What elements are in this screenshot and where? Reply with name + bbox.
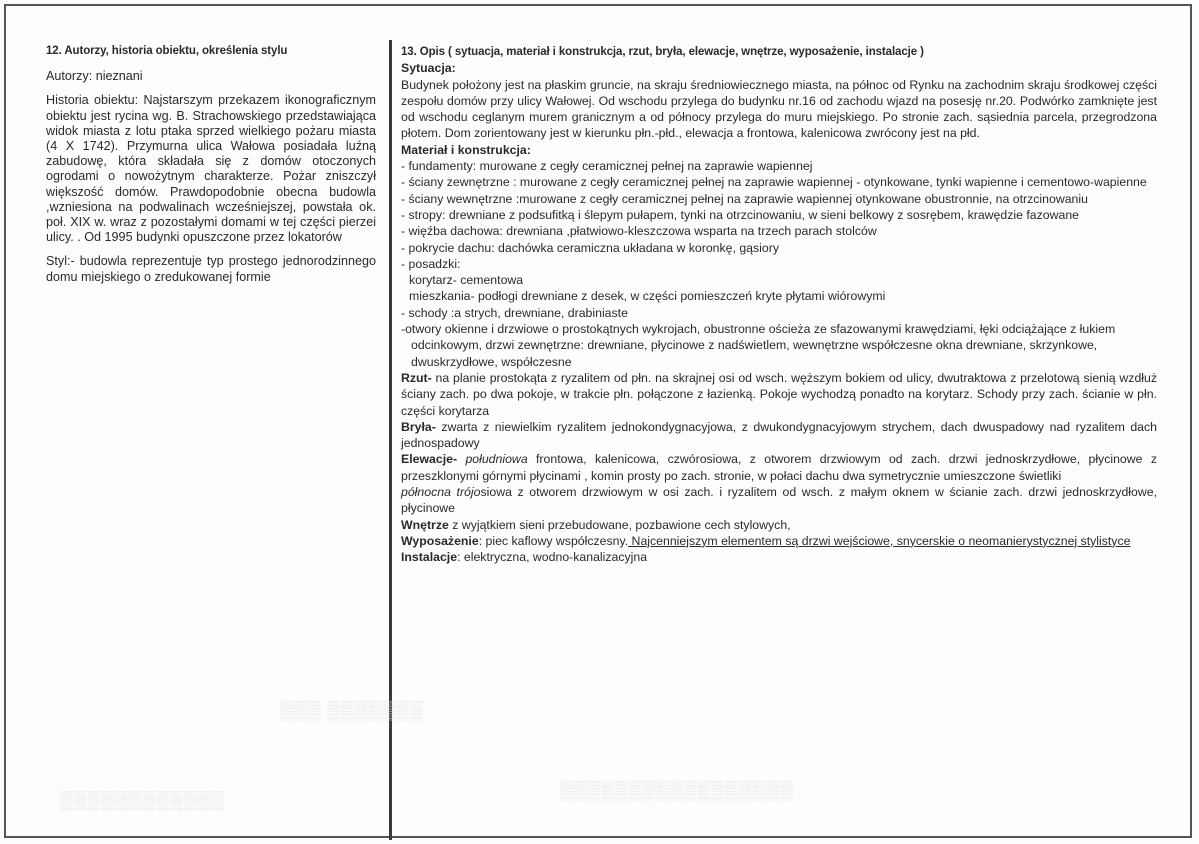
elevation-south-label: południowa [465, 452, 528, 467]
installations-paragraph [401, 549, 1157, 565]
elevation-north-label: północna trójo [401, 485, 481, 500]
left-column [46, 44, 376, 294]
section-12-heading: 12. Autorzy, historia obiektu, określenia stylu [46, 45, 288, 57]
right-column [401, 44, 1157, 566]
equipment-text: : piec kaflowy współczesny. [478, 533, 629, 548]
material-item: - fundamenty: murowane z cegły ceramicznej pełnej na zaprawie wapiennej [401, 159, 813, 174]
floor-item: mieszkania- podłogi drewniane z desek, w części pomieszczeń kryte płytami wiórowymi [409, 289, 886, 304]
history-text: Historia obiektu: Najstarszym przekazem ikonograficznym obiektu jest rycina wg. B. Strachowskiego przedstawiająca widok miasta z lotu ptaka sprzed wielkiego pożaru miasta (4 X 1742). Przymurna ulica Wałowa posiadała luźną zabudowę, która składała się z domów otoczonych ogrodami o nowożytnym charakterze. Pożar zniszczył większość domów. Prawdopodobnie obecna budowla ,wzniesiona na podwalinach wcześniejszej, powstała ok. poł. XIX w. wraz z pozostałymi domami w tej części pierzei ulicy. . Od 1995 budynki opuszczone przez lokatorów [46, 93, 376, 245]
interior-text: z wyjątkiem sieni przebudowane, pozbawione cech stylowych, [448, 517, 791, 532]
show-through-text: ▒▒▒ ▒▒▒▒▒▒▒ [280, 700, 424, 720]
equipment-paragraph [401, 533, 1157, 549]
style-text: Styl:- budowla reprezentuje typ prostego jednorodzinnego domu miejskiego o zredukowanej formie [46, 254, 376, 284]
mass-paragraph [401, 419, 1157, 452]
mass-text: zwarta z niewielkim ryzalitem jednokondygnacyjowa, z dwukondygnacyjowym strychem, dach dwuspadowy nad ryzalitem dach jednospadowy [401, 419, 1157, 451]
floor-item: korytarz- cementowa [409, 273, 524, 288]
elevation-north-text: siowa z otworem drzwiowym w osi zach. i ryzalitem od wsch. z małym oknem w ścianie zach. drzwi jednoskrzydłowe, płycinowe [401, 485, 1157, 516]
elevation-north-paragraph [401, 484, 1157, 517]
show-through-text: ▒▒▒▒▒▒▒▒▒▒▒▒ [60, 790, 226, 810]
material-item: - ściany wewnętrzne :murowane z cegły ceramicznej pełnej na zaprawie wapiennej otynkowane obustronnie, na otrzcinowaniu [401, 191, 1088, 206]
interior-label: Wnętrze [401, 517, 449, 532]
equipment-label: Wyposażenie [401, 533, 479, 548]
elevations-paragraph [401, 451, 1157, 484]
installations-label: Instalacje [401, 550, 458, 565]
material-item: -otwory okienne i drzwiowe o prostokątnych wykrojach, obustronne ościeża ze sfazowanymi krawędziami, łęki odciążające z łukiem odcinkowym, drzwi zewnętrzne: drewniane, płycinowe z nadświetlem, wewnętrzne współczesne okna drewniane, skrzynkowe, dwuskrzydłowe, współczesne [401, 322, 1116, 369]
installations-text: : elektryczna, wodno-kanalizacyjna [457, 550, 648, 565]
plan-label: Rzut- [401, 370, 432, 385]
material-item: - więźba dachowa: drewniana ,płatwiowo-kleszczowa wsparta na trzech parach stolców [401, 224, 877, 239]
equipment-highlight: Najcenniejszym elementem są drzwi wejściowe, snycerskie o neomanierystycznej stylistyce [628, 533, 1131, 548]
interior-paragraph [401, 517, 1157, 533]
situation-text: Budynek położony jest na płaskim gruncie, na skraju średniowiecznego miasta, na północ od Rynku na zachodnim skraju środkowej części zespołu domów przy ulicy Wałowej. Od wschodu przylega do budynku nr.16 od zachodu wjazd na posesję nr.20. Podwórko zamknięte jest od wschodu ceglanym murem granicznym a od północy przylega do muru miejskiego. Po stronie zach. sąsiednia parcela, przegrodzona płotem. Dom zorientowany jest w kierunku płn.-płd., elewacja a frontowa, kalenicowa zwrócony jest na płd. [401, 77, 1157, 141]
material-item: - stropy: drewniane z podsufitką i ślepym pułapem, tynki na otrzcinowaniu, w sieni belkowy z sosrębem, krawędzie fazowane [401, 207, 1080, 222]
show-through-text: ▒▒▒▒▒▒▒▒▒▒▒▒▒▒▒▒▒ [560, 780, 794, 800]
material-item: - posadzki: [401, 256, 461, 271]
section-13-heading: 13. Opis ( sytuacja, materiał i konstrukcja, rzut, bryła, elewacje, wnętrze, wyposażenie, instalacje ) [401, 46, 924, 58]
elevation-south-text: frontowa, kalenicowa, czwórosiowa, z otworem drzwiowym od zach. drzwi jednoskrzydłowe, płycinowe z przeszklonymi górnymi płycinami , komin prosty po zach. stronie, w połaci dachu dwa symetrycznie umieszczone świetliki [401, 452, 1157, 483]
plan-paragraph [401, 370, 1157, 419]
material-label: Materiał i konstrukcja: [401, 142, 531, 157]
material-item: - schody :a strych, drewniane, drabiniaste [401, 305, 628, 320]
situation-label: Sytuacja: [401, 61, 456, 76]
plan-text: na planie prostokąta z ryzalitem od płn. na skrajnej osi od wsch. węższym bokiem od ulicy, dwutraktowa z przelotową sienią wzdłuż ściany zach. po dwa pokoje, w trakcie płn. połączone z łazienką. Pokoje wychodzą ponadto na korytarz. Schody przy zach. ścianie w płn. części korytarza [401, 370, 1157, 418]
material-item: - pokrycie dachu: dachówka ceramiczna układana w koronkę, gąsiory [401, 240, 779, 255]
mass-label: Bryła- [401, 419, 436, 434]
material-item: - ściany zewnętrzne : murowane z cegły ceramicznej pełnej na zaprawie wapiennej - otynkowane, tynki wapienne i cementowo-wapienne [401, 175, 1147, 190]
authors-text: Autorzy: nieznani [46, 69, 143, 84]
elevations-label: Elewacje- [401, 452, 458, 467]
